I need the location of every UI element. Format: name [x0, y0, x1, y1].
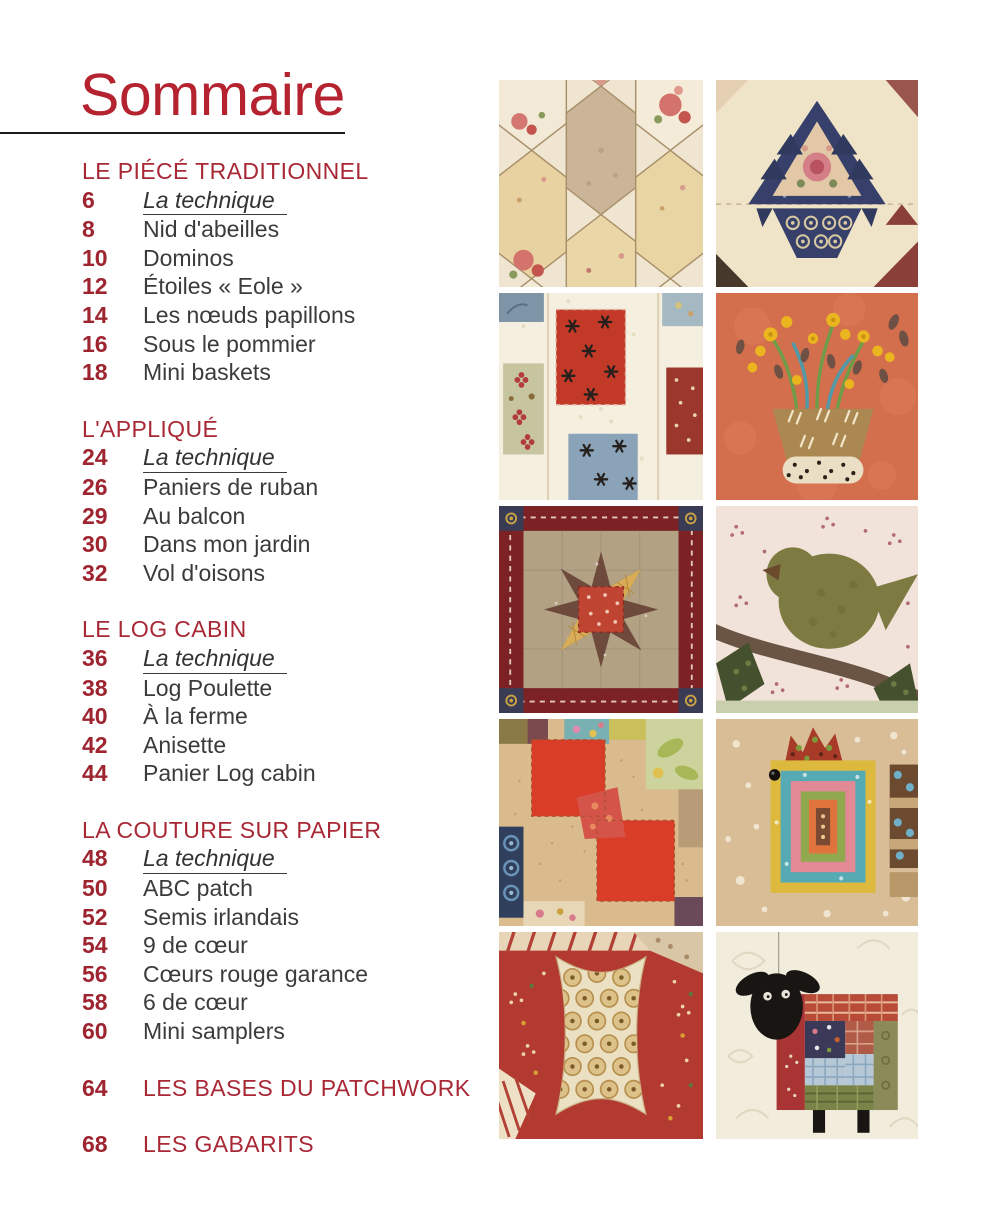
entry-label: LES GABARITS	[143, 1131, 314, 1158]
entry-page-number: 14	[82, 301, 108, 328]
entry-page-number: 60	[82, 1018, 108, 1045]
section-entries	[82, 644, 487, 788]
section-entries	[82, 443, 487, 587]
section-entries	[82, 186, 487, 387]
toc-entry	[82, 530, 487, 559]
entry-label: 6 de cœur	[143, 989, 248, 1016]
quilt-photo-hexagon-honeycomb	[499, 80, 703, 287]
entry-label: Mini samplers	[143, 1018, 285, 1045]
toc-entry	[82, 244, 487, 273]
entry-page-number: 29	[82, 502, 108, 529]
ribbon-basket-illustration	[716, 293, 918, 500]
title-divider	[0, 132, 345, 134]
entry-label: Cœurs rouge garance	[143, 960, 368, 987]
entry-label: Étoiles « Eole »	[143, 273, 303, 300]
entry-page-number: 8	[82, 216, 95, 243]
entry-label: La technique	[143, 844, 287, 874]
curved-spool-illustration	[499, 932, 703, 1139]
toc-entry	[82, 1074, 487, 1103]
toc-entry	[82, 931, 487, 960]
entry-page-number: 32	[82, 559, 108, 586]
entry-label: Mini baskets	[143, 359, 271, 386]
toc-entry	[82, 1130, 487, 1159]
entry-label: Au balcon	[143, 502, 246, 529]
entry-page-number: 56	[82, 960, 108, 987]
entry-page-number: 6	[82, 186, 95, 213]
table-of-contents	[82, 157, 487, 1159]
entry-page-number: 48	[82, 845, 108, 872]
entry-label: La technique	[143, 644, 287, 674]
entry-page-number: 50	[82, 875, 108, 902]
toc-entry	[82, 358, 487, 387]
entry-page-number: 24	[82, 444, 108, 471]
quilt-photo-curved-spool	[499, 932, 703, 1139]
entry-label: 9 de cœur	[143, 932, 248, 959]
toc-entry	[82, 330, 487, 359]
toc-entry	[82, 644, 487, 674]
toc-entry	[82, 272, 487, 301]
entry-page-number: 42	[82, 731, 108, 758]
entry-label: ABC patch	[143, 875, 253, 902]
entry-label: LES BASES DU PATCHWORK	[143, 1074, 471, 1101]
toc-entry	[82, 731, 487, 760]
toc-entry	[82, 844, 487, 874]
toc-entry	[82, 960, 487, 989]
toc-entry	[82, 301, 487, 330]
entry-label: La technique	[143, 186, 287, 216]
toc-entry	[82, 186, 487, 216]
entry-page-number: 18	[82, 359, 108, 386]
quilt-photo-dominos	[499, 293, 703, 500]
entry-label: La technique	[143, 443, 287, 473]
sheep-log-cabin-illustration	[716, 932, 918, 1139]
quilt-photo-sheep-log-cabin	[716, 932, 918, 1139]
entry-page-number: 52	[82, 903, 108, 930]
entry-page-number: 40	[82, 703, 108, 730]
quilt-photo-star-block	[499, 506, 703, 713]
basket-block-illustration	[716, 80, 918, 287]
log-cabin-poulette-illustration	[716, 719, 918, 926]
toc-entry	[82, 702, 487, 731]
section-heading: LE PIÉCÉ TRADITIONNEL	[82, 158, 369, 184]
entry-label: Vol d'oisons	[143, 559, 266, 586]
quilt-photo-bird-applique	[716, 506, 918, 713]
toc-entry	[82, 674, 487, 703]
toc-section-l-applique	[82, 415, 487, 588]
page-title: Sommaire	[80, 62, 345, 128]
section-entries	[82, 844, 487, 1045]
entry-page-number: 10	[82, 244, 108, 271]
entry-page-number: 64	[82, 1074, 108, 1101]
toc-entry	[82, 903, 487, 932]
entry-page-number: 44	[82, 760, 108, 787]
toc-entry	[82, 988, 487, 1017]
toc-entry	[82, 1017, 487, 1046]
entry-label: Dans mon jardin	[143, 531, 311, 558]
toc-section-le-piece-traditionnel	[82, 157, 487, 387]
entry-page-number: 12	[82, 273, 108, 300]
bowtie-block-illustration	[499, 719, 703, 926]
section-heading: LA COUTURE SUR PAPIER	[82, 816, 382, 843]
section-heading: L'APPLIQUÉ	[82, 415, 219, 442]
toc-entry	[82, 874, 487, 903]
section-heading: LE LOG CABIN	[82, 616, 247, 643]
entry-label: Anisette	[143, 731, 227, 758]
entry-label: À la ferme	[143, 703, 248, 730]
toc-section-le-log-cabin	[82, 615, 487, 788]
entry-page-number: 30	[82, 531, 108, 558]
entry-label: Sous le pommier	[143, 330, 316, 357]
toc-entry	[82, 559, 487, 588]
hexagon-honeycomb-illustration	[499, 80, 703, 287]
entry-page-number: 16	[82, 330, 108, 357]
quilt-photo-gallery	[499, 80, 918, 1139]
quilt-photo-log-cabin-poulette	[716, 719, 918, 926]
entry-page-number: 58	[82, 989, 108, 1016]
entry-page-number: 38	[82, 674, 108, 701]
toc-section-la-couture-sur-papier	[82, 816, 487, 1046]
toc-entry	[82, 759, 487, 788]
toc-entry	[82, 502, 487, 531]
entry-page-number: 36	[82, 644, 108, 671]
entry-label: Dominos	[143, 244, 234, 271]
entry-label: Nid d'abeilles	[143, 216, 280, 243]
entry-label: Semis irlandais	[143, 903, 299, 930]
entry-page-number: 54	[82, 932, 108, 959]
entry-label: Les nœuds papillons	[143, 301, 356, 328]
toc-entry	[82, 215, 487, 244]
quilt-photo-bowtie-block	[499, 719, 703, 926]
entry-label: Paniers de ruban	[143, 473, 319, 500]
entry-label: Panier Log cabin	[143, 760, 316, 787]
star-block-illustration	[499, 506, 703, 713]
toc-standalone-entries	[82, 1074, 487, 1159]
toc-entry	[82, 473, 487, 502]
bird-applique-illustration	[716, 506, 918, 713]
entry-page-number: 26	[82, 473, 108, 500]
quilt-photo-basket-block	[716, 80, 918, 287]
entry-page-number: 68	[82, 1131, 108, 1158]
quilt-photo-ribbon-basket	[716, 293, 918, 500]
entry-label: Log Poulette	[143, 674, 273, 701]
toc-entry	[82, 443, 487, 473]
dominos-illustration	[499, 293, 703, 500]
